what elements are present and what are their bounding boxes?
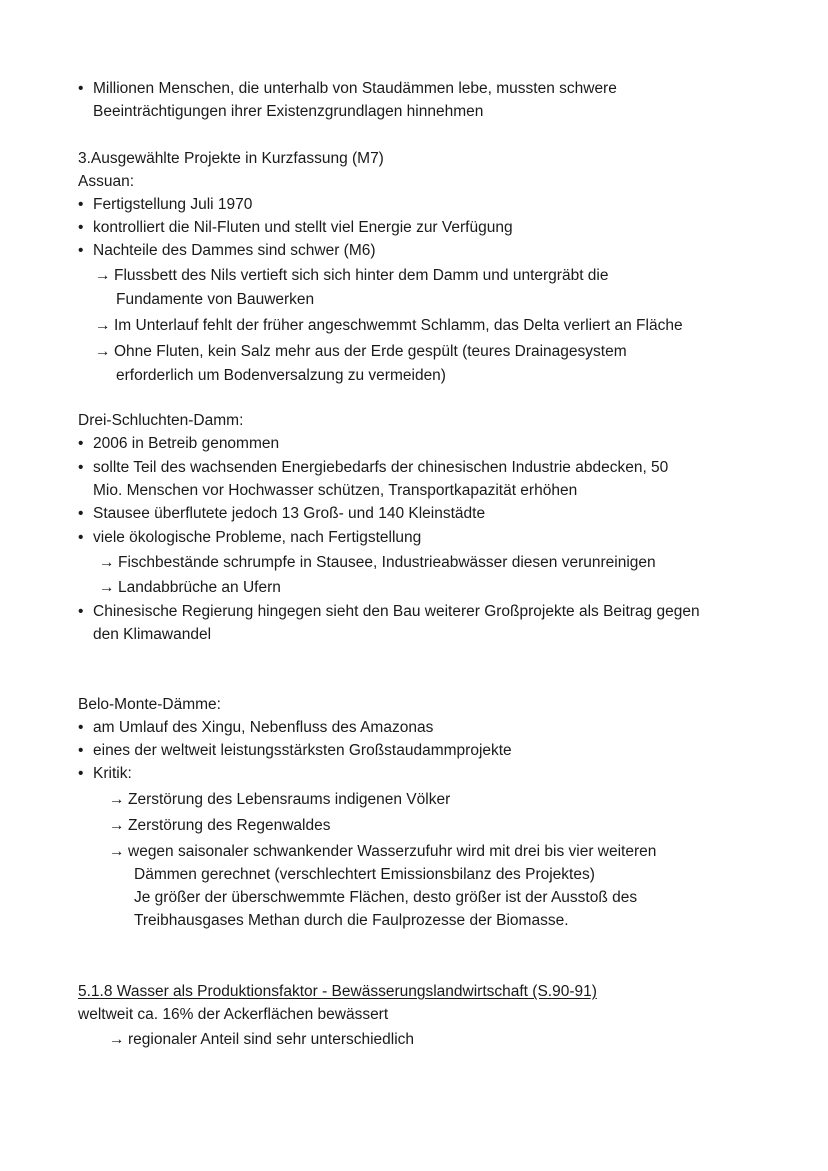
- belo-arrow-3-line1: wegen saisonaler schwankender Wasserzufuhr wird mit drei bis vier weiteren: [128, 843, 657, 860]
- assuan-arrow-3-line2: erforderlich um Bodenversalzung zu vermeiden): [116, 367, 446, 384]
- assuan-arrow-1-line2: Fundamente von Bauwerken: [116, 291, 315, 308]
- belo-arrow-3-line3: Je größer der überschwemmte Flächen, desto größer ist der Ausstoß des: [134, 889, 638, 906]
- assuan-arrow-2: Im Unterlauf fehlt der früher angeschwemmt Schlamm, das Delta verliert an Fläche: [114, 317, 683, 334]
- assuan-bullet-2: kontrolliert die Nil-Fluten und stellt viel Energie zur Verfügung: [93, 219, 513, 236]
- bullet-marker: •: [78, 529, 84, 546]
- belo-bullet-3: Kritik:: [93, 765, 132, 782]
- arrow-icon: →: [95, 267, 111, 284]
- section518-title: 5.1.8 Wasser als Produktionsfaktor - Bewässerungslandwirtschaft (S.90-91): [78, 983, 597, 1000]
- arrow-icon: →: [99, 579, 115, 596]
- arrow-icon: →: [95, 317, 111, 334]
- section3-title: 3.Ausgewählte Projekte in Kurzfassung (M7): [78, 150, 384, 167]
- assuan-arrow-1-line1: Flussbett des Nils vertieft sich sich hinter dem Damm und untergräbt die: [114, 267, 609, 284]
- bullet-marker: •: [78, 719, 84, 736]
- drei-title: Drei-Schluchten-Damm:: [78, 412, 244, 429]
- bullet-marker: •: [78, 242, 84, 259]
- belo-title: Belo-Monte-Dämme:: [78, 696, 221, 713]
- bullet-marker: •: [78, 219, 84, 236]
- intro-bullet-line2: Beeinträchtigungen ihrer Existenzgrundlagen hinnehmen: [93, 103, 484, 120]
- drei-last-bullet-line1: Chinesische Regierung hingegen sieht den Bau weiterer Großprojekte als Beitrag gegen: [93, 603, 700, 620]
- drei-bullet-2-line2: Mio. Menschen vor Hochwasser schützen, Transportkapazität erhöhen: [93, 482, 578, 499]
- belo-bullet-1: am Umlauf des Xingu, Nebenfluss des Amazonas: [93, 719, 434, 736]
- assuan-bullet-3: Nachteile des Dammes sind schwer (M6): [93, 242, 376, 259]
- section518-line1: weltweit ca. 16% der Ackerflächen bewässert: [78, 1006, 389, 1023]
- arrow-icon: →: [99, 554, 115, 571]
- bullet-marker: •: [78, 603, 84, 620]
- bullet-marker: •: [78, 459, 84, 476]
- drei-bullet-1: 2006 in Betreib genommen: [93, 435, 280, 452]
- belo-bullet-2: eines der weltweit leistungsstärksten Großstaudammprojekte: [93, 742, 512, 759]
- assuan-bullet-1: Fertigstellung Juli 1970: [93, 196, 253, 213]
- intro-bullet-line1: Millionen Menschen, die unterhalb von Staudämmen lebe, mussten schwere: [93, 80, 617, 97]
- drei-arrow-2: Landabbrüche an Ufern: [118, 579, 281, 596]
- arrow-icon: →: [109, 791, 125, 808]
- drei-bullet-3: Stausee überflutete jedoch 13 Groß- und 140 Kleinstädte: [93, 505, 486, 522]
- drei-bullet-4: viele ökologische Probleme, nach Fertigstellung: [93, 529, 422, 546]
- assuan-arrow-3-line1: Ohne Fluten, kein Salz mehr aus der Erde gespült (teures Drainagesystem: [114, 343, 627, 360]
- bullet-marker: •: [78, 765, 84, 782]
- belo-arrow-1: Zerstörung des Lebensraums indigenen Völker: [128, 791, 451, 808]
- bullet-marker: •: [78, 196, 84, 213]
- belo-arrow-2: Zerstörung des Regenwaldes: [128, 817, 331, 834]
- drei-last-bullet-line2: den Klimawandel: [93, 626, 212, 643]
- belo-arrow-3-line4: Treibhausgases Methan durch die Faulprozesse der Biomasse.: [134, 912, 569, 929]
- arrow-icon: →: [109, 817, 125, 834]
- bullet-marker: •: [78, 505, 84, 522]
- bullet-marker: •: [78, 742, 84, 759]
- assuan-title: Assuan:: [78, 173, 135, 190]
- arrow-icon: →: [95, 343, 111, 360]
- section518-arrow1: regionaler Anteil sind sehr unterschiedlich: [128, 1031, 415, 1048]
- bullet-marker: •: [78, 435, 84, 452]
- bullet-marker: •: [78, 80, 84, 97]
- drei-bullet-2-line1: sollte Teil des wachsenden Energiebedarfs der chinesischen Industrie abdecken, 50: [93, 459, 669, 476]
- arrow-icon: →: [109, 843, 125, 860]
- belo-arrow-3-line2: Dämmen gerechnet (verschlechtert Emissionsbilanz des Projektes): [134, 866, 595, 883]
- arrow-icon: →: [109, 1031, 125, 1048]
- drei-arrow-1: Fischbestände schrumpfe in Stausee, Industrieabwässer diesen verunreinigen: [118, 554, 656, 571]
